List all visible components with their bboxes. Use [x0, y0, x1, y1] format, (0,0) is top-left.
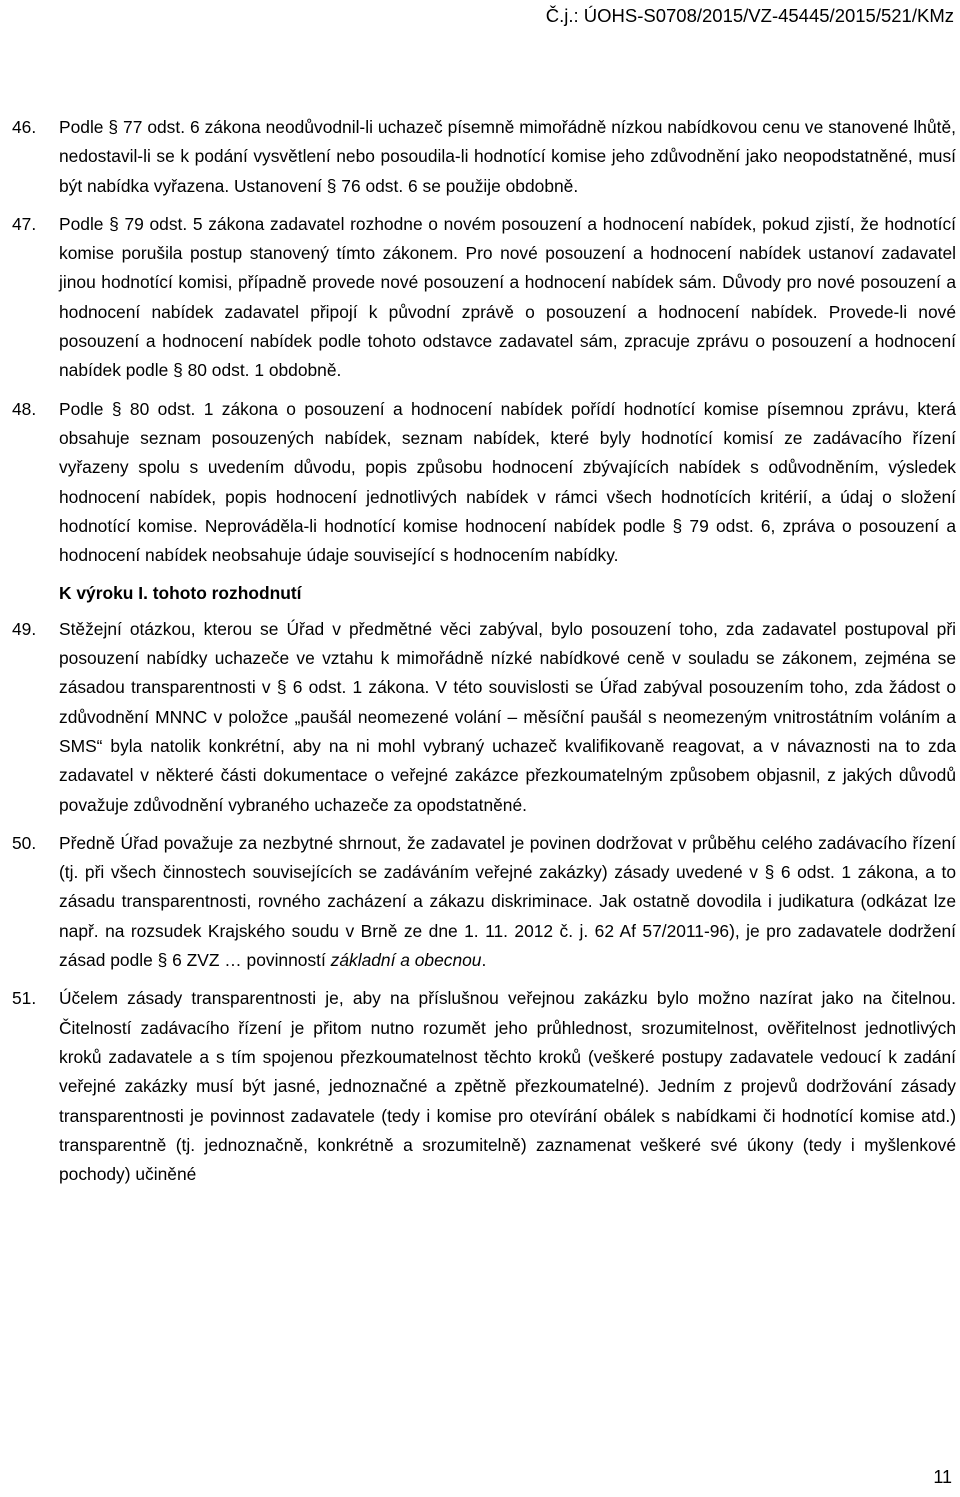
paragraph-text	[59, 833, 956, 970]
paragraph-text: Podle § 80 odst. 1 zákona o posouzení a hodnocení nabídek pořídí hodnotící komise písemnou zprávu, která obsahuje seznam posouzených nabídek, seznam nabídek, které byly hodnotící komisí ze zadávacího řízení vyřazeny spolu s uvedením důvodu, popis způsobu hodnocení zbývajících nabídek s odůvodněním, výsledek hodnocení nabídek, popis hodnocení jednotlivých nabídek v rámci všech hodnotících kritérií, a údaj o složení hodnotící komise. Neprováděla-li hodnotící komise hodnocení nabídek podle § 79 odst. 6, zpráva o posouzení a hodnocení nabídek neobsahuje údaje související s hodnocením nabídky.	[59, 398, 956, 566]
page-number: 11	[933, 1467, 952, 1487]
document-body	[12, 113, 956, 1198]
paragraph-text-end: .	[481, 950, 487, 971]
section-heading: K výroku I. tohoto rozhodnutí	[59, 583, 302, 604]
paragraph-number: 48.	[12, 398, 37, 419]
document-reference: Č.j.: ÚOHS-S0708/2015/VZ-45445/2015/521/KMz	[545, 5, 954, 26]
paragraph-50	[12, 829, 956, 975]
paragraph-text: Účelem zásady transparentnosti je, aby na příslušnou veřejnou zakázku bylo možno nazírat jako na čitelnou. Čitelností zadávacího řízení je přitom nutno rozumět jeho průhlednost, srozumitelnost, ověřitelnost jednotlivých kroků zadavatele a s tím spojenou přezkoumatelnost těchto kroků (veškeré postupy zadavatele vedoucí k zadání veřejné zakázky musí být jasné, jednoznačné a zpětně přezkoumatelné). Jedním z projevů dodržování zásady transparentnosti je povinnost zadavatele (tedy i komise pro otevírání obálek s nabídkami či hodnotící komise atd.) transparentně (tj. jednoznačně, konkrétně a srozumitelně) zaznamenat veškeré své úkony (tedy i myšlenkové pochody) učiněné	[59, 988, 956, 1185]
paragraph-47	[12, 210, 956, 386]
paragraph-text-main: Předně Úřad považuje za nezbytné shrnout, že zadavatel je povinen dodržovat v průběhu celého zadávacího řízení (tj. při všech činnostech souvisejících se zadáváním veřejné zakázky) zásady uvedené v § 6 odst. 1 zákona, a to zásadu transparentnosti, rovného zacházení a zákazu diskriminace. Jak ostatně dovodila i judikatura (odkázat lze např. na rozsudek Krajského soudu v Brně ze dne 1. 11. 2012 č. j. 62 Af 57/2011-96), je pro zadavatele dodržení zásad podle § 6 ZVZ … povinností	[59, 832, 956, 971]
paragraph-number: 50.	[12, 832, 37, 853]
paragraph-number: 49.	[12, 618, 37, 639]
paragraph-text: Podle § 79 odst. 5 zákona zadavatel rozhodne o novém posouzení a hodnocení nabídek, pokud zjistí, že hodnotící komise porušila postup stanovený tímto zákonem. Pro nové posouzení a hodnocení nabídek ustanoví zadavatel jinou hodnotící komisi, případně provede nové posouzení a hodnocení nabídek sám. Důvody pro nové posouzení a hodnocení nabídek zadavatel připojí k původní zprávě o posouzení a hodnocení nabídek. Provede-li nové posouzení a hodnocení nabídek podle tohoto odstavce zadavatel sám, zpracuje zprávu o posouzení a hodnocení nabídek podle § 80 odst. 1 obdobně.	[59, 213, 956, 381]
paragraph-51	[12, 984, 956, 1189]
emphasized-text: základní a obecnou	[330, 950, 482, 971]
paragraph-number: 47.	[12, 213, 37, 234]
paragraph-49	[12, 615, 956, 820]
paragraph-text: Stěžejní otázkou, kterou se Úřad v předmětné věci zabýval, bylo posouzení toho, zda zadavatel postupoval při posouzení nabídky uchazeče ve vztahu k mimořádně nízké nabídkové ceně v souladu se zákonem, zejména se zásadou transparentnosti v § 6 odst. 1 zákona. V této souvislosti se Úřad zabýval posouzením toho, zda žádost o zdůvodnění MNNC v položce „paušál neomezené volání – měsíční paušál s neomezeným vnitrostátním voláním a SMS“ byla natolik konkrétní, aby na ni mohl vybraný uchazeč kvalifikovaně reagovat, a v návaznosti na to zda zadavatel v některé části dokumentace o veřejné zakázce přezkoumatelným způsobem objasnil, z jakých důvodů považuje zdůvodnění vybraného uchazeče za opodstatněné.	[59, 618, 956, 815]
paragraph-text: Podle § 77 odst. 6 zákona neodůvodnil-li uchazeč písemně mimořádně nízkou nabídkovou cenu ve stanovené lhůtě, nedostavil-li se k podání vysvětlení nebo posoudila-li hodnotící komise jeho zdůvodnění jako neopodstatněné, musí být nabídka vyřazena. Ustanovení § 76 odst. 6 se použije obdobně.	[59, 117, 956, 196]
paragraph-number: 46.	[12, 117, 37, 137]
paragraph-48	[12, 395, 956, 571]
paragraph-46	[12, 113, 956, 201]
paragraph-number: 51.	[12, 988, 37, 1009]
